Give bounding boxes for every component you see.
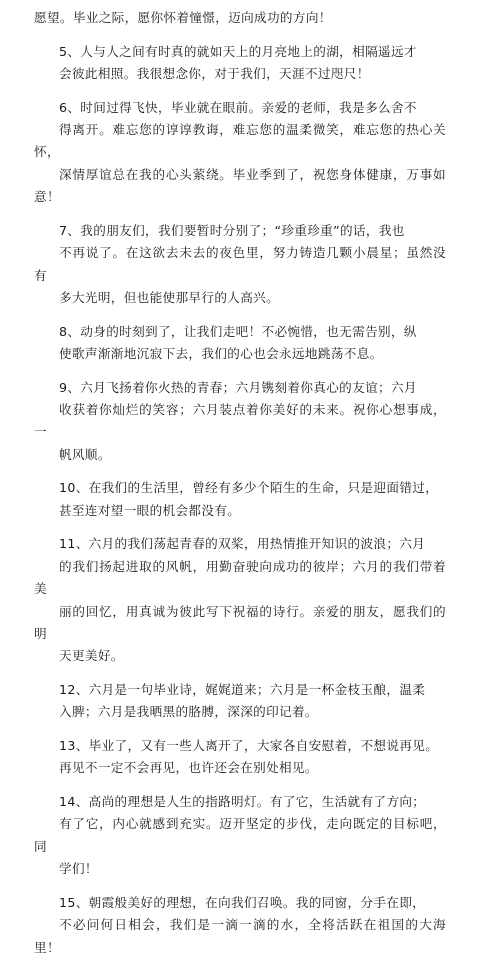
text-line: 有了它，内心就感到充实。迈开坚定的步伐，走向既定的目标吧，同 bbox=[34, 816, 446, 854]
text-line: 会彼此相照。我很想念你，对于我们，天涯不过咫尺！ bbox=[59, 66, 370, 81]
paragraph-10 bbox=[34, 477, 446, 522]
paragraph-8 bbox=[34, 321, 446, 366]
text-line: 学们！ bbox=[59, 861, 98, 877]
paragraph-intro bbox=[34, 7, 446, 29]
text-line: 多大光明，但也能使那早行的人高兴。 bbox=[59, 290, 280, 306]
text-line: 入脾；六月是我晒黑的胳膊，深深的印记着。 bbox=[59, 704, 318, 720]
text-line: 8、动身的时刻到了，让我们走吧！不必惋惜，也无需告别，纵 bbox=[59, 323, 417, 339]
text-line: 11、六月的我们荡起青春的双桨，用热情推开知识的波浪；六月 bbox=[59, 536, 426, 552]
text-line: 5、人与人之间有时真的就如天上的月亮地上的湖，相隔遥远才 bbox=[59, 43, 417, 59]
paragraph-5 bbox=[34, 41, 446, 86]
text-line: 不必问何日相会，我们是一滴一滴的水，全将活跃在祖国的大海里！ bbox=[34, 917, 446, 955]
paragraph-15 bbox=[34, 892, 446, 959]
text-line: 12、六月是一句毕业诗，娓娓道来；六月是一杯金枝玉酿，温柔 bbox=[59, 682, 426, 698]
text-line: 甚至连对望一眼的机会都没有。 bbox=[59, 502, 241, 518]
text-line: 愿望。毕业之际，愿你怀着憧憬，迈向成功的方向！ bbox=[34, 10, 332, 25]
paragraph-14 bbox=[34, 791, 446, 881]
text-line: 丽的回忆，用真诚为彼此写下祝福的诗行。亲爱的朋友，愿我们的明 bbox=[34, 603, 446, 642]
text-line: 使歌声渐渐地沉寂下去，我们的心也会永远地跳荡不息。 bbox=[59, 346, 383, 362]
paragraph-12 bbox=[34, 679, 446, 724]
text-line: 深情厚谊总在我的心头萦绕。毕业季到了，祝您身体健康，万事如意！ bbox=[34, 166, 446, 205]
paragraph-6 bbox=[34, 97, 446, 209]
text-line: 6、时间过得飞快，毕业就在眼前。亲爱的老师，我是多么舍不 bbox=[59, 99, 417, 115]
text-line: 10、在我们的生活里，曾经有多少个陌生的生命，只是迎面错过， bbox=[59, 480, 439, 496]
text-line: 天更美好。 bbox=[59, 648, 124, 664]
text-line: 15、朝霞般美好的理想，在向我们召唤。我的同窗，分手在即， bbox=[59, 894, 426, 910]
text-line: 收获着你灿烂的笑容；六月装点着你美好的未来。祝你心想事成，一 bbox=[34, 402, 446, 440]
paragraph-13 bbox=[34, 735, 446, 780]
text-line: 7、我的朋友们，我们要暂时分别了；“珍重珍重”的话，我也 bbox=[59, 222, 405, 238]
paragraph-11 bbox=[34, 533, 446, 667]
text-line: 13、毕业了，又有一些人离开了，大家各自安慰着，不想说再见。 bbox=[59, 738, 439, 754]
paragraph-7 bbox=[34, 220, 446, 310]
text-line: 9、六月飞扬着你火热的青春；六月镌刻着你真心的友谊；六月 bbox=[59, 379, 417, 395]
text-line: 再见不一定不会再见，也许还会在别处相见。 bbox=[59, 760, 318, 776]
text-line: 帆风顺。 bbox=[59, 446, 111, 462]
text-line: 不再说了。在这欲去未去的夜色里，努力铸造几颗小晨星；虽然没有 bbox=[34, 245, 446, 283]
text-line: 14、高尚的理想是人生的指路明灯。有了它，生活就有了方向； bbox=[59, 794, 426, 810]
text-line: 的我们扬起进取的风帆，用勤奋驶向成功的彼岸；六月的我们带着美 bbox=[34, 558, 446, 597]
paragraph-9 bbox=[34, 377, 446, 467]
text-line: 得离开。难忘您的谆谆教诲，难忘您的温柔微笑，难忘您的热心关怀， bbox=[34, 122, 446, 160]
